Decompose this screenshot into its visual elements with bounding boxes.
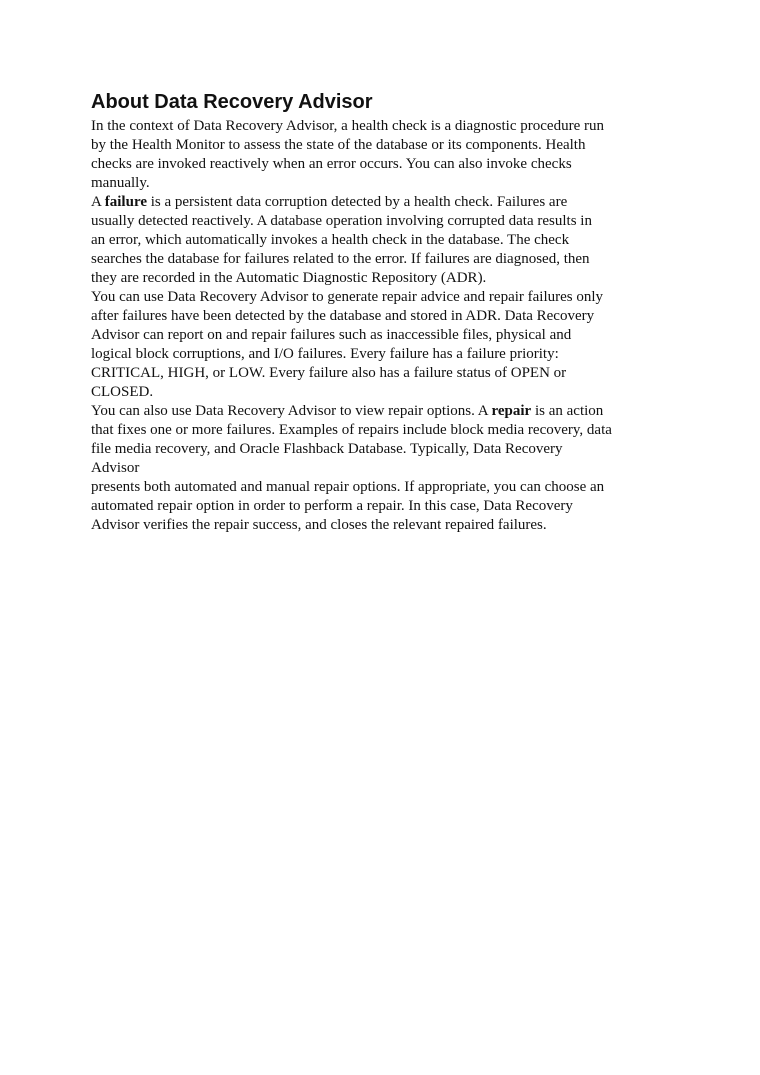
- repair-text-before: You can also use Data Recovery Advisor to view repair options. A: [91, 403, 492, 419]
- paragraph-repair-advice: You can use Data Recovery Advisor to generate repair advice and repair failures only after failures have been detected by the database and stored in ADR. Data Recovery Advisor can report on and repair failures such as inaccessible files, physical and logical block corruptions, and I/O failures. Every failure has a failure priority: CRITICAL, HIGH, or LOW. Every failure also has a failure status of OPEN or CLOSED.: [91, 289, 604, 400]
- paragraph-health-check: In the context of Data Recovery Advisor, a health check is a diagnostic procedure run by the Health Monitor to assess the state of the database or its components. Health checks are invoked reactively when an error occurs. You can also invoke checks manually.: [91, 118, 604, 191]
- repair-term: repair: [491, 403, 532, 419]
- failure-term: failure: [104, 194, 147, 210]
- paragraph-automated-repair: presents both automated and manual repair options. If appropriate, you can choose an automated repair option in order to perform a repair. In this case, Data Recovery Advisor verifies the repair success, and closes the relevant repaired failures.: [91, 479, 605, 533]
- failure-text-after: is a persistent data corruption detected by a health check. Failures are usually detected reactively. A database operation involving corrupted data results in an error, which automatically invokes a health check in the database. The check searches the database for failures related to the error. If failures are diagnosed, then they are recorded in the Automatic Diagnostic Repository (ADR).: [91, 194, 592, 286]
- paragraph-failure: [91, 193, 681, 288]
- failure-text-before: A: [91, 194, 105, 210]
- page-title: About Data Recovery Advisor: [91, 91, 373, 113]
- document-page: [91, 90, 681, 535]
- repair-text-after: is an action that fixes one or more failures. Examples of repairs include block media recovery, data file media recovery, and Oracle Flashback Database. Typically, Data Recovery Advisor: [91, 403, 612, 476]
- paragraph-repair-options: [91, 402, 681, 478]
